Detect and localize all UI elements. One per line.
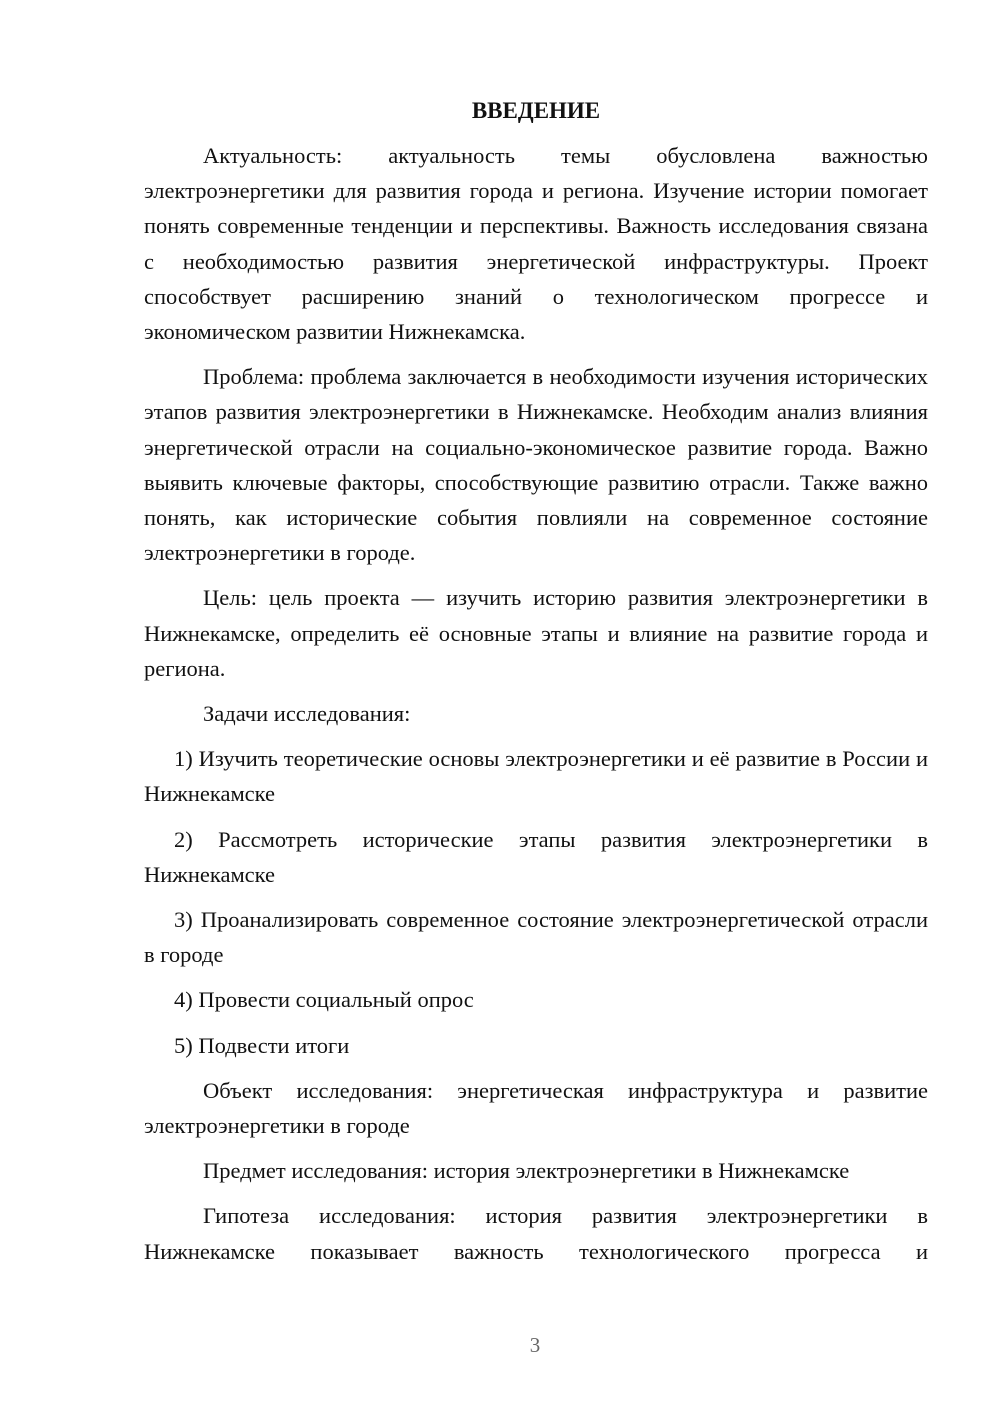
tasks-heading: Задачи исследования: <box>203 701 411 727</box>
relevance-paragraph: Актуальность: актуальность темы обусловлена важностью электроэнергетики для развития города и региона. Изучение истории помогает понять современные тенденции и перспективы. Важность исследования связана с необходимостью развития энергетической инфраструктуры. Проект способствует расширению знаний о технологическом прогрессе и экономическом развитии Нижнекамска. <box>144 143 928 345</box>
list-item: 2) Рассмотреть исторические этапы развития электроэнергетики в Нижнекамске <box>144 826 928 887</box>
goal-paragraph: Цель: цель проекта — изучить историю развития электроэнергетики в Нижнекамске, определить её основные этапы и влияние на развитие города и региона. <box>144 585 928 681</box>
list-item: 1) Изучить теоретические основы электроэнергетики и её развитие в России и Нижнекамске <box>144 746 928 807</box>
page-title: ВВЕДЕНИЕ <box>471 98 601 123</box>
hypothesis-paragraph: Гипотеза исследования: история развития электроэнергетики в Нижнекамске показывает важность технологического прогресса и <box>144 1203 928 1264</box>
research-subject-paragraph: Предмет исследования: история электроэнергетики в Нижнекамске <box>203 1158 850 1184</box>
problem-paragraph: Проблема: проблема заключается в необходимости изучения исторических этапов развития электроэнергетики в Нижнекамске. Необходим анализ влияния энергетической отрасли на социально-экономическое развитие города. Важно выявить ключевые факторы, способствующие развитию отрасли. Также важно понять, как исторические события повлияли на современное состояние электроэнергетики в городе. <box>144 364 928 566</box>
list-item: 3) Проанализировать современное состояние электроэнергетической отрасли в городе <box>144 907 928 968</box>
page-content <box>144 96 928 1269</box>
list-item: 4) Провести социальный опрос <box>174 987 474 1013</box>
tasks-list <box>144 741 928 1063</box>
list-item: 5) Подвести итоги <box>174 1032 350 1058</box>
research-object-paragraph: Объект исследования: энергетическая инфраструктура и развитие электроэнергетики в городе <box>144 1077 928 1139</box>
page-number: 3 <box>529 1333 541 1357</box>
